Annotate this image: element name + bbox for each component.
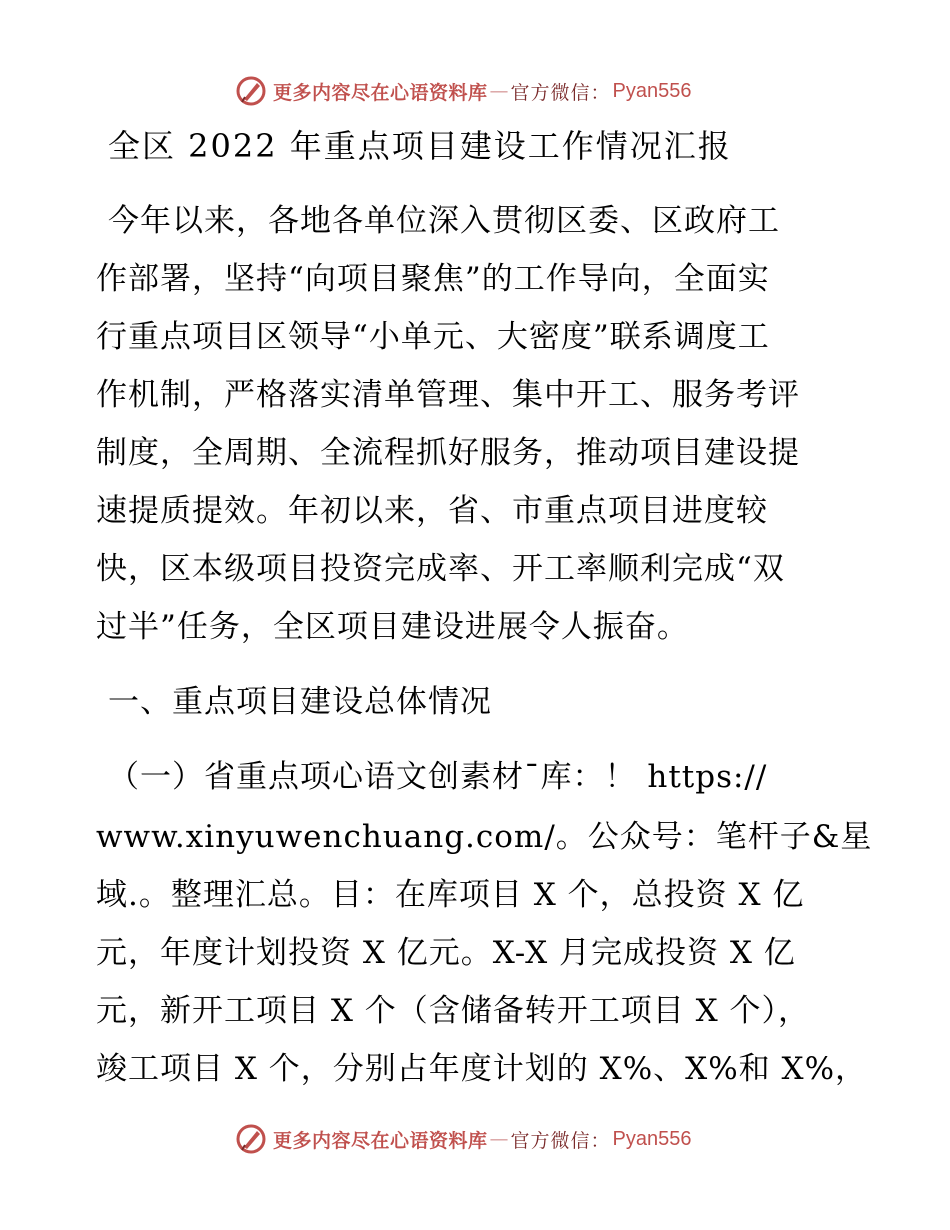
banner-text: 更多内容尽在心语资料库 <box>273 81 488 104</box>
banner-official-label: 官方微信： <box>510 81 611 104</box>
quill-circle-logo-icon <box>235 1123 267 1155</box>
footer-watermark-banner <box>235 1122 692 1156</box>
paragraph-line: 制度，全周期、全流程抓好服务，推动项目建设提 <box>96 435 800 471</box>
banner-wechat-id: Pyan556 <box>612 79 692 102</box>
paragraph-line: 竣工项目 X 个，分别占年度计划的 X%、X%和 X%， <box>96 1051 868 1087</box>
paragraph-line: 元，新开工项目 X 个（含储备转开工项目 X 个）， <box>96 993 811 1029</box>
document-title: 全区 2022 年重点项目建设工作情况汇报 <box>108 127 732 165</box>
banner-dash: — <box>489 80 509 102</box>
paragraph-line: www.xinyuwenchuang.com/。公众号：笔杆子&星 <box>96 819 873 855</box>
paragraph-line: 速提质提效。年初以来，省、市重点项目进度较 <box>96 493 768 529</box>
header-watermark-banner <box>235 74 692 108</box>
paragraph-line: 快，区本级项目投资完成率、开工率顺利完成“双 <box>96 551 785 587</box>
section-heading: 一、重点项目建设总体情况 <box>108 684 492 720</box>
paragraph-line: 元，年度计划投资 X 亿元。X-X 月完成投资 X 亿 <box>96 935 796 971</box>
quill-circle-logo-icon <box>235 75 267 107</box>
banner-wechat-id: Pyan556 <box>612 1127 692 1150</box>
paragraph-line: 过半”任务，全区项目建设进展令人振奋。 <box>96 609 689 645</box>
paragraph-line: 域.。整理汇总。目：在库项目 X 个，总投资 X 亿 <box>96 877 805 913</box>
paragraph-line: 作机制，严格落实清单管理、集中开工、服务考评 <box>96 377 800 413</box>
paragraph-line: 今年以来，各地各单位深入贯彻区委、区政府工 <box>108 203 780 239</box>
banner-text: 更多内容尽在心语资料库 <box>273 1129 488 1152</box>
paragraph-line: 作部署，坚持“向项目聚焦”的工作导向，全面实 <box>96 261 770 297</box>
paragraph-line: （一）省重点项心语文创素材¯库：！ https:// <box>108 759 768 795</box>
banner-official-label: 官方微信： <box>510 1129 611 1152</box>
banner-dash: — <box>489 1128 509 1150</box>
paragraph-line: 行重点项目区领导“小单元、大密度”联系调度工 <box>96 319 770 355</box>
